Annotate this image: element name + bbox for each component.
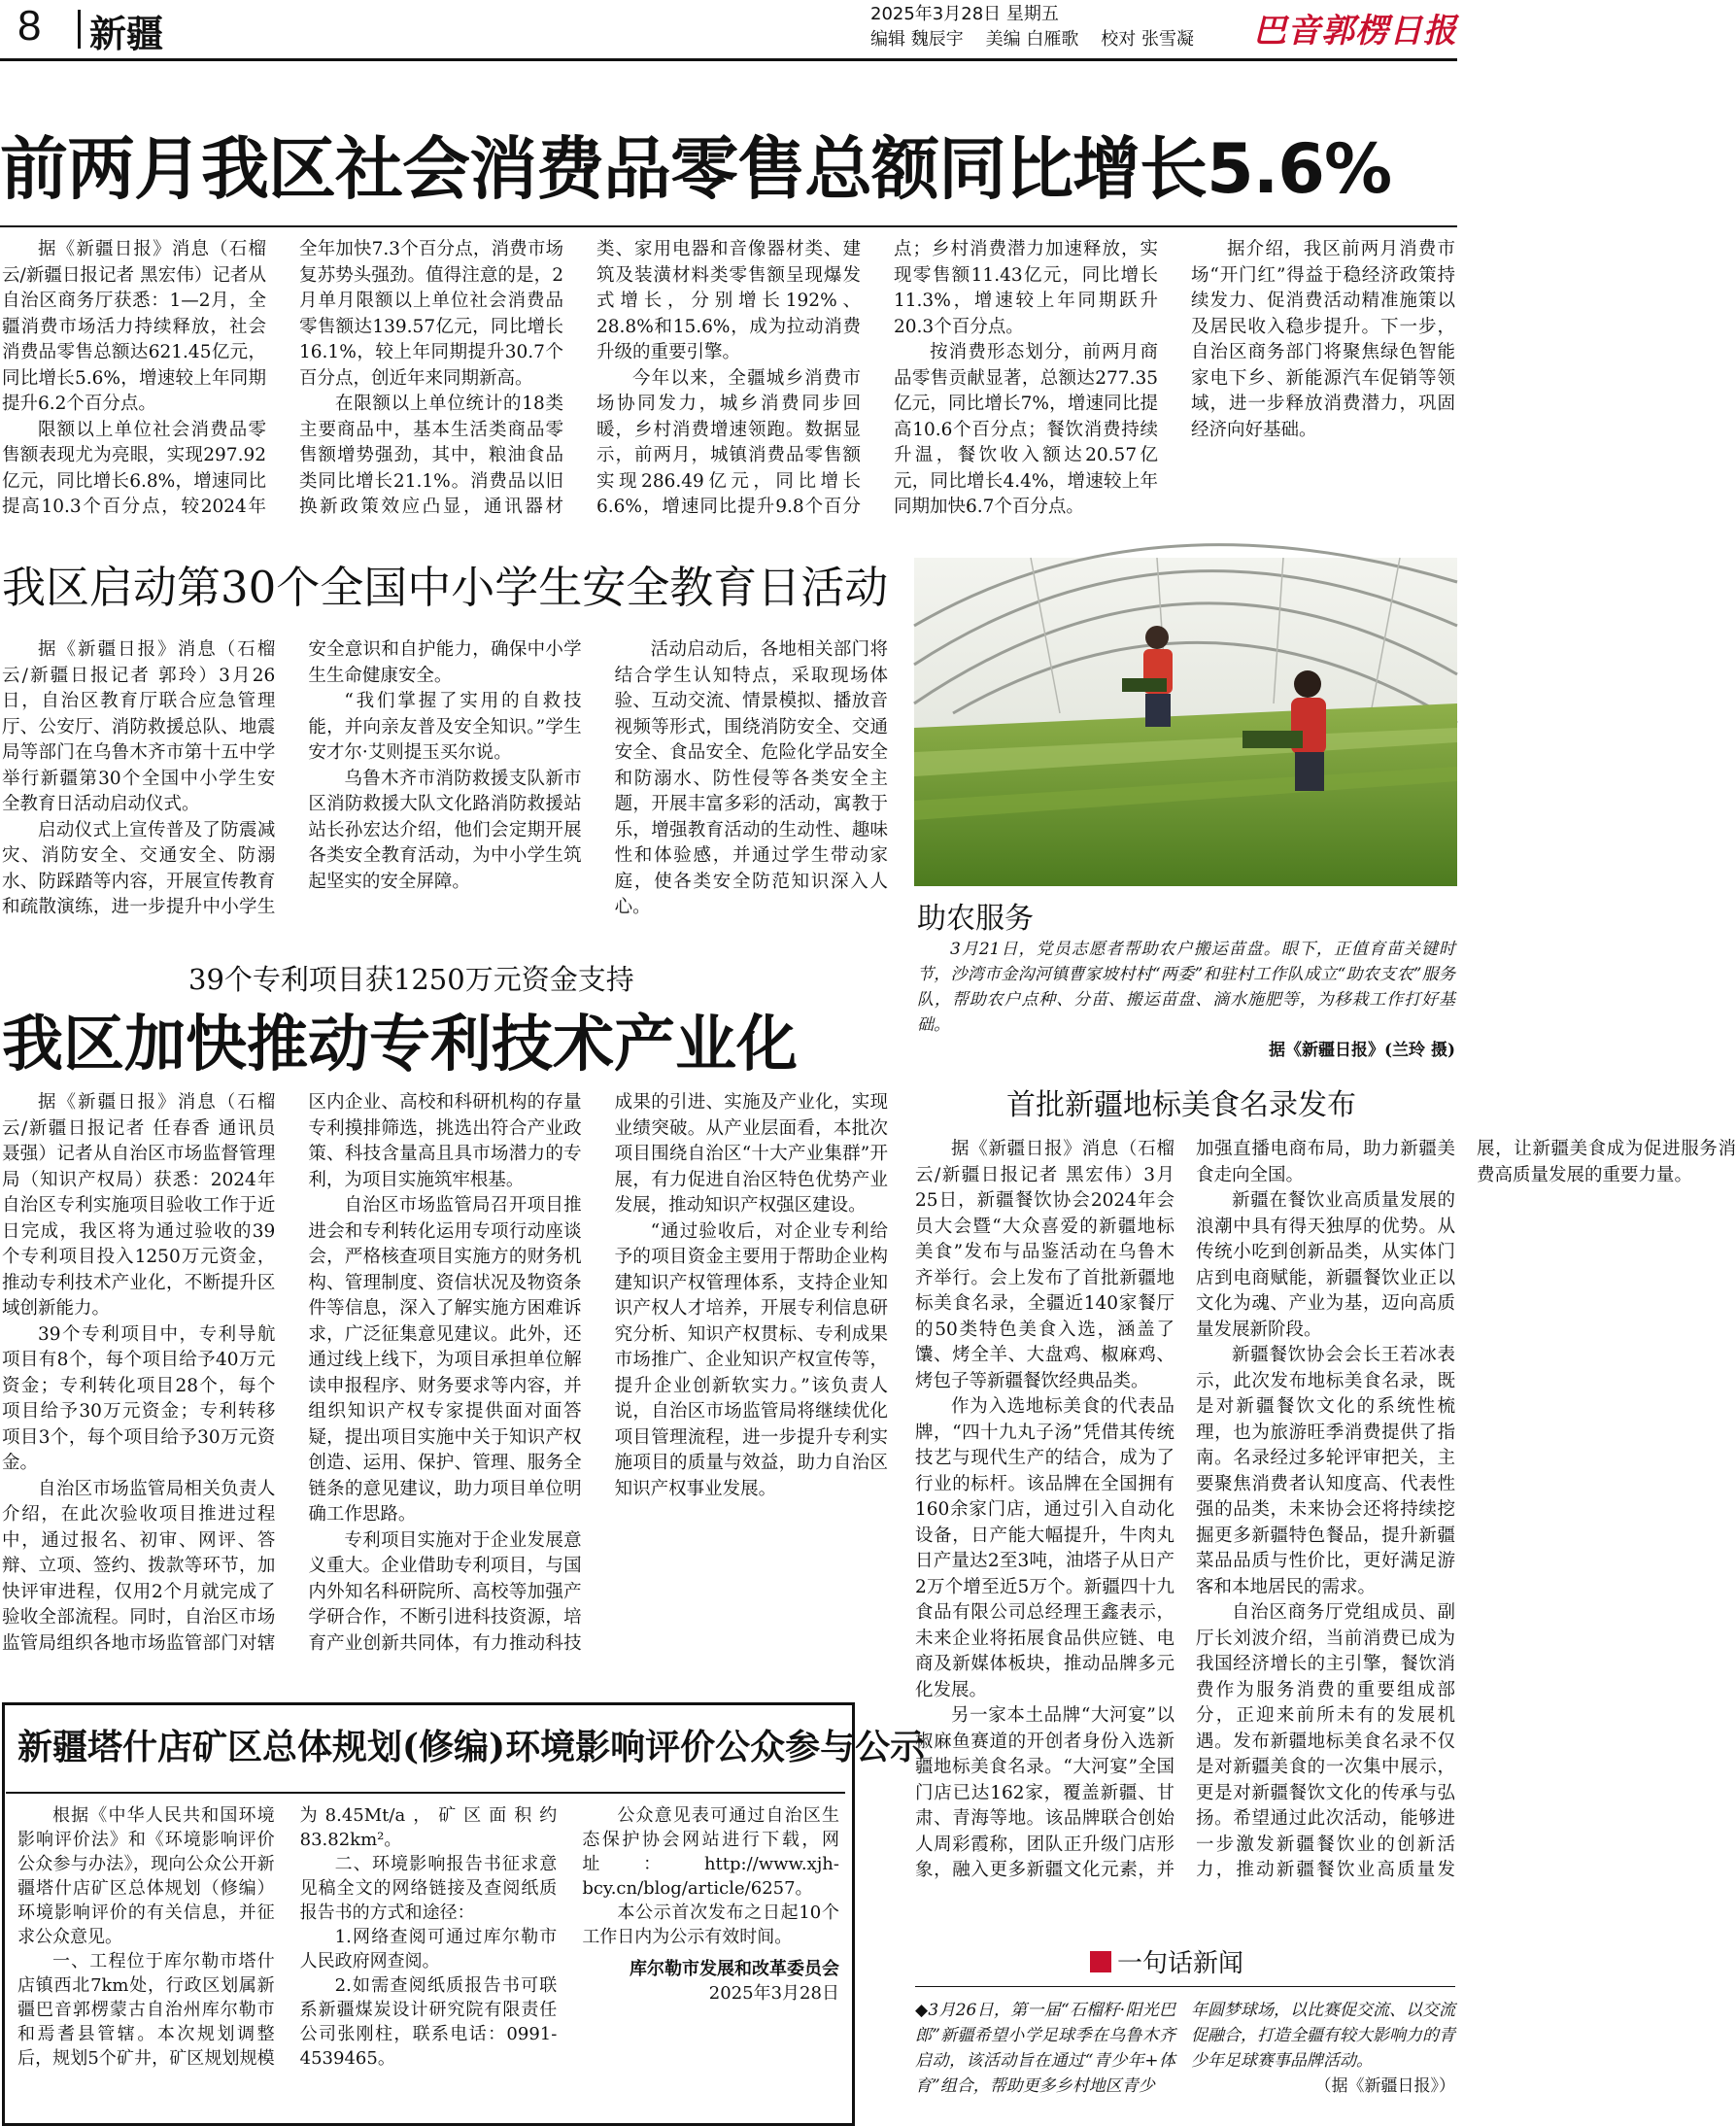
article1-rule <box>0 225 1457 227</box>
notice-paragraph: 公众意见表可通过自治区生态保护协会网站进行下载，网址：http://www.xjh-bcy.cn/blog/article/6257。 <box>582 1805 839 1899</box>
article1-paragraph: 今年以来，全疆城乡消费市场协同发力，城乡消费同步回暖，乡村消费增速领跑。数据显示，前两月，城镇消费品零售额实现286.49亿元，同比增长6.6%，增速同比提升9.8个百分点；乡村消费潜力加速释放，实现零售额11.43亿元，同比增长11.3%，增速较上年同期跃升20.3个百分点。 <box>596 239 1158 517</box>
editor-credits <box>870 25 1194 51</box>
article4-body <box>915 1137 1736 1934</box>
article2-paragraph: “我们掌握了实用的自救技能，并向亲友普及安全知识。”学生安才尔·艾则提玉买尔说。 <box>308 691 582 763</box>
issue-date: 2025年3月28日 星期五 <box>870 4 1059 24</box>
proofreader: 校对 张雪凝 <box>1101 29 1194 50</box>
briefs-rule <box>915 1986 1455 1987</box>
brief-text: ◆3月26日，第一届“石榴籽·阳光巴郎”新疆希望小学足球季在乌鲁木齐启动，该活动旨在通过“青少年+体育”组合，帮助更多乡村地区青少 <box>915 2001 1175 2096</box>
article1-body <box>2 237 1455 521</box>
paper-logo: 巴音郭楞日报 <box>1253 12 1457 51</box>
article2-paragraph: 活动启动后，各地相关部门将结合学生认知特点，采取现场体验、互动交流、情景模拟、播放音视频等形式，围绕消防安全、交通安全、食品安全、危险化学品安全和防溺水、防性侵等各类安全主题，开展丰富多彩的活动，寓教于乐，增强教育活动的生动性、趣味性和体验感，并通过学生带动家庭，使各类安全防范知识深入人心。 <box>614 639 888 917</box>
brief-text: 年圆梦球场，以比赛促交流、以交流促融合，打造全疆有较大影响力的青少年足球赛事品牌活动。 <box>1191 2001 1455 2071</box>
section-name: 新疆 <box>89 13 164 55</box>
photo-caption-block <box>917 937 1455 1060</box>
greenhouse-photo <box>914 558 1457 886</box>
article4-paragraph: 新疆餐饮协会会长王若冰表示，此次发布地标美食名录，既是对新疆餐饮文化的系统性梳理，也为旅游旺季消费提供了指南。名录经过多轮评审把关，主要聚焦消费者认知度高、代表性强的品类，未来协会还将持续挖掘更多新疆特色餐品，提升新疆菜品品质与性价比，更好满足游客和本地居民的需求。 <box>1196 1345 1455 1597</box>
notice-paragraph: 二、环境影响报告书征求意见稿全文的网络链接及查阅纸质报告书的方式和途径： <box>299 1854 558 1923</box>
article4-paragraph: 据《新疆日报》消息（石榴云/新疆日报记者 黑宏伟）3月25日，新疆餐饮协会2024年会员大会暨“大众喜爱的新疆地标美食”发布与品鉴活动在乌鲁木齐举行。会上发布了首批新疆地标美食名录，全疆近140家餐厅的50类特色美食入选，涵盖了馕、烤全羊、大盘鸡、椒麻鸡、烤包子等新疆餐饮经典品类。 <box>915 1139 1174 1391</box>
article3-headline: 我区加快推动专利技术产业化 <box>2 1008 798 1080</box>
article2-paragraph: 启动仪式上宣传普及了防震减灾、消防安全、交通安全、防溺水、防踩踏等内容，开展宣传教育和疏散演练，进一步提升中小学生安全意识和自护能力，确保中小学生生命健康安全。 <box>2 639 582 917</box>
article2-headline: 我区启动第30个全国中小学生安全教育日活动 <box>2 562 889 613</box>
notice-paragraph: 2.如需查阅纸质报告书可联系新疆煤炭设计研究院有限责任公司张刚柱，联系电话：0991-4539465。 <box>299 1975 558 2069</box>
article3-paragraph: 39个专利项目中，专利导航项目有8个，每个项目给予40万元资金；专利转化项目28个，每个项目给予30万元资金；专利转移项目3个，每个项目给予30万元资金。 <box>2 1323 276 1473</box>
art-editor: 美编 白雁歌 <box>985 29 1079 50</box>
article1-headline: 前两月我区社会消费品零售总额同比增长5.6% <box>0 129 1392 209</box>
briefs-title: 一句话新闻 <box>1117 1949 1244 1978</box>
page-number-divider <box>78 10 81 49</box>
page-number: 8 <box>17 2 42 50</box>
notice-paragraph: 1.网络查阅可通过库尔勒市人民政府网查阅。 <box>299 1927 558 1972</box>
notice-title-rule <box>6 1792 845 1794</box>
greenhouse-photo-image <box>914 558 1457 886</box>
notice-paragraph: 一、工程位于库尔勒市塔什店镇西北7km处，行政区划属新疆巴音郭楞蒙古自治州库尔勒市和焉耆县管辖。本次规划调整后，规划5个矿井，矿区规划规模为8.45Mt/a，矿区面积约83.82km²。 <box>17 1805 558 2069</box>
editor: 编辑 魏辰宇 <box>870 29 964 50</box>
article1-paragraph: 据《新疆日报》消息（石榴云/新疆日报记者 黑宏伟）记者从自治区商务厅获悉：1—2月，全疆消费市场活力持续释放，社会消费品零售总额达621.45亿元，同比增长5.6%，增速较上年同期提升6.2个百分点。 <box>2 239 266 414</box>
photo-credit: 据《新疆日报》(兰玲 摄) <box>1268 1041 1455 1060</box>
article1-paragraph: 按消费形态划分，前两月商品零售贡献显著，总额达277.35亿元，同比增长7%，增速同比提高10.6个百分点；餐饮消费持续升温，餐饮收入额达20.57亿元，同比增长4.4%，增速较上年同期加快6.7个百分点。 <box>894 342 1158 517</box>
article3-paragraph: “通过验收后，对企业专利给予的项目资金主要用于帮助企业构建知识产权管理体系，支持企业知识产权人才培养，开展专利信息研究分析、知识产权贯标、专利成果市场推广、企业知识产权宣传等，提升企业创新软实力。”该负责人说，自治区市场监管局将继续优化项目管理流程，进一步提升专利实施项目的质量与效益，助力自治区知识产权事业发展。 <box>614 1220 888 1499</box>
notice-title: 新疆塔什店矿区总体规划(修编)环境影响评价公众参与公示 <box>17 1727 926 1767</box>
notice-paragraph: 本公示首次发布之日起10个工作日内为公示有效时间。 <box>582 1903 839 1947</box>
header-rule <box>0 58 1457 61</box>
article4-paragraph: 作为入选地标美食的代表品牌，“四十九丸子汤”凭借其传统技艺与现代生产的结合，成为了行业的标杆。该品牌在全国拥有160余家门店，通过引入自动化设备，日产能大幅提升，牛肉丸日产量达2至3吨，油塔子从日产2万个增至近5万个。新疆四十九食品有限公司总经理王鑫表示，未来企业将拓展食品供应链、电商及新媒体板块，推动品牌多元化发展。 <box>915 1396 1174 1700</box>
article4-paragraph: 另一家本土品牌“大河宴”以椒麻鱼赛道的开创者身份入选新疆地标美食名录。“大河宴”全国门店已达162家，覆盖新疆、甘肃、青海等地。该品牌联合创始人周彩霞称，团队正升级门店形象，融入更多新疆文化元素，并加强直播电商布局，助力新疆美食走向全国。 <box>915 1139 1455 1880</box>
notice-paragraph: 根据《中华人民共和国环境影响评价法》和《环境影响评价公众参与办法》，现向公众公开新疆塔什店矿区总体规划（修编）环境影响评价的有关信息，并征求公众意见。 <box>17 1805 275 1947</box>
article3-paragraph: 专利项目实施对于企业发展意义重大。企业借助专利项目，与国内外知名科研院所、高校等加强产学研合作，不断引进科技资源，培育产业创新共同体，有力推动科技成果的引进、实施及产业化，实现业绩突破。从产业层面看，本批次项目围绕自治区“十大产业集群”开展，有力促进自治区特色优势产业发展，推动知识产权强区建设。 <box>308 1092 888 1654</box>
briefs-credit: （据《新疆日报》） <box>1314 2076 1455 2096</box>
notice-signer: 库尔勒市发展和改革委员会 <box>629 1959 839 1979</box>
photo-title: 助农服务 <box>917 902 1034 936</box>
article1-paragraph: 在限额以上单位统计的18类主要商品中，基本生活类商品零售额增势强劲，其中，粮油食品类同比增长21.1%。消费品以旧换新政策效应凸显，通讯器材类、家用电器和音像器材类、建筑及装潢材料类零售额呈现爆发式增长，分别增长192%、28.8%和15.6%，成为拉动消费升级的重要引擎。 <box>299 239 861 517</box>
article3-body <box>2 1090 888 1667</box>
article2-body <box>2 637 888 921</box>
article4-paragraph: 新疆在餐饮业高质量发展的浪潮中具有得天独厚的优势。从传统小吃到创新品类，从实体门店到电商赋能，新疆餐饮业正以文化为魂、产业为基，迈向高质量发展新阶段。 <box>1196 1190 1455 1340</box>
article2-paragraph: 据《新疆日报》消息（石榴云/新疆日报记者 郭玲）3月26日，自治区教育厅联合应急管理厅、公安厅、消防救援总队、地震局等部门在乌鲁木齐市第十五中学举行新疆第30个全国中小学生安全教育日活动启动仪式。 <box>2 639 276 814</box>
article4-headline: 首批新疆地标美食名录发布 <box>1006 1088 1356 1122</box>
article2-paragraph: 乌鲁木齐市消防救援支队新市区消防救援大队文化路消防救援站站长孙宏达介绍，他们会定期开展各类安全教育活动，为中小学生筑起坚实的安全屏障。 <box>308 768 582 892</box>
article3-paragraph: 据《新疆日报》消息（石榴云/新疆日报记者 任春香 通讯员 聂强）记者从自治区市场监督管理局（知识产权局）获悉：2024年自治区专利实施项目验收工作于近日完成，我区将为通过验收的39个专利项目投入1250万元资金，推动专利技术产业化，不断提升区域创新能力。 <box>2 1092 276 1319</box>
article3-kicker: 39个专利项目获1250万元资金支持 <box>188 963 634 996</box>
briefs-col-1 <box>915 1998 1175 2122</box>
article1-paragraph: 据介绍，我区前两月消费市场“开门红”得益于稳经济政策持续发力、促消费活动精准施策以及居民收入稳步提升。下一步，自治区商务部门将聚焦绿色智能家电下乡、新能源汽车促销等领域，进一步释放消费潜力，巩固经济向好基础。 <box>1191 239 1455 440</box>
notice-body <box>17 1803 839 2095</box>
article3-paragraph: 自治区市场监管局相关负责人介绍，在此次验收项目推进过程中，通过报名、初审、网评、答辩、立项、签约、拨款等环节，加快评审进程，仅用2个月就完成了验收全部流程。同时，自治区市场监管局组织各地市场监管部门对辖区内企业、高校和科研机构的存量专利摸排筛选，挑选出符合产业政策、科技含量高且具市场潜力的专利，为项目实施筑牢根基。 <box>2 1092 582 1654</box>
photo-caption: 3月21日，党员志愿者帮助农户搬运苗盘。眼下，正值育苗关键时节，沙湾市金沟河镇曹家坡村村“两委”和驻村工作队成立“助农支农”服务队，帮助农户点种、分苗、搬运苗盘、滴水施肥等，为移栽工作打好基础。 <box>917 940 1455 1035</box>
article1-paragraph: 限额以上单位社会消费品零售额表现尤为亮眼，实现297.92亿元，同比增长6.8%，增速同比提高10.3个百分点，较2024年全年加快7.3个百分点，消费市场复苏势头强劲。值得注意的是，2月单月限额以上单位社会消费品零售额达139.57亿元，同比增长16.1%，较上年同期提升30.7个百分点，创近年来同期新高。 <box>2 239 563 517</box>
notice-date: 2025年3月28日 <box>708 1983 839 2004</box>
briefs-col-2 <box>1191 1998 1455 2122</box>
article3-paragraph: 自治区市场监管局召开项目推进会和专利转化运用专项行动座谈会，严格核查项目实施方的财务机构、管理制度、资信状况及物资条件等信息，深入了解实施方困难诉求，广泛征集意见建议。此外，还通过线上线下，为项目承担单位解读申报程序、财务要求等内容，并组织知识产权专家提供面对面答疑，提出项目实施中关于知识产权创造、运用、保护、管理、服务全链条的意见建议，助力项目单位明确工作思路。 <box>308 1195 582 1525</box>
brief-marker-icon <box>1090 1951 1111 1972</box>
article4-paragraph: 自治区商务厅党组成员、副厅长刘波介绍，当前消费已成为我国经济增长的主引擎，餐饮消费作为服务消费的重要组成部分，正迎来前所未有的发展机遇。发布新疆地标美食名录不仅是对新疆美食的一次集中展示，更是对新疆餐饮文化的传承与弘扬。希望通过此次活动，能够进一步激发新疆餐饮业的创新活力，推动新疆餐饮业高质量发展，让新疆美食成为促进服务消费高质量发展的重要力量。 <box>1196 1139 1736 1880</box>
